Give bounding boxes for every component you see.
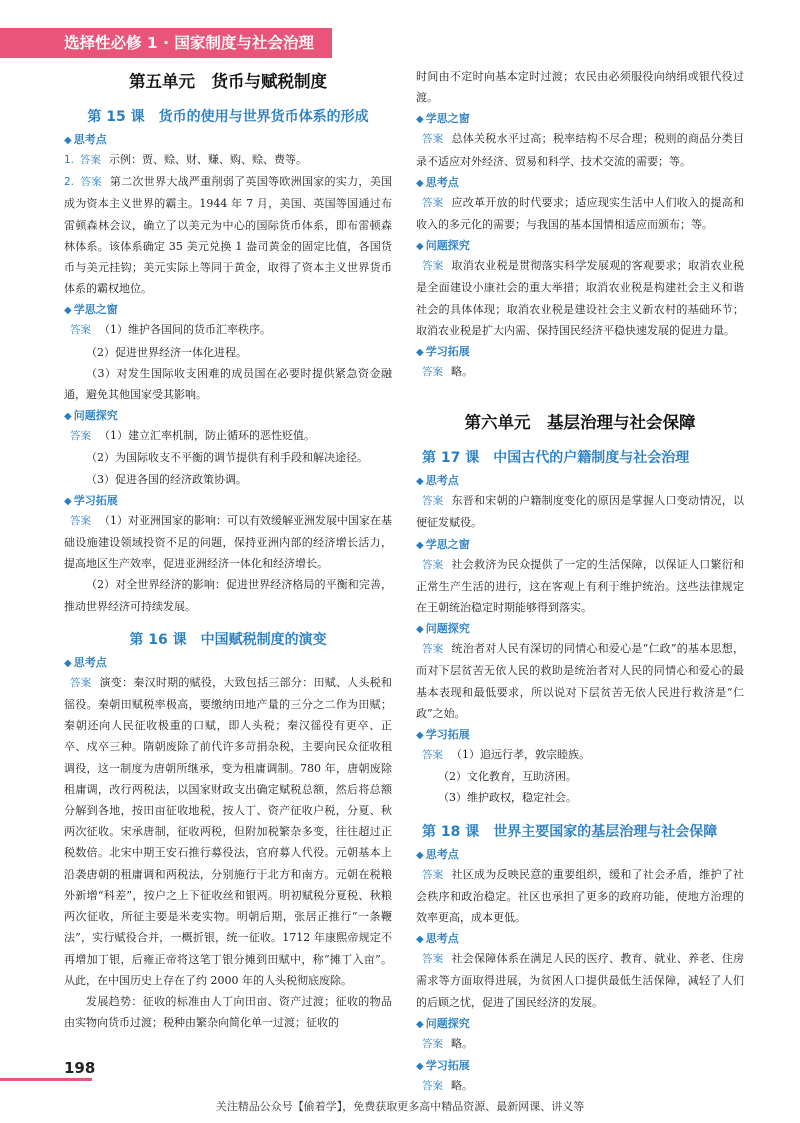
answer-paragraph: 答案 取消农业税是贯彻落实科学发展观的客观要求；取消农业税是全面建设小康社会的重大举措；取消农业税是构建社会主义和谐社会的具体体现；取消农业税是建设社会主义新农村的基础环节；取消农业税是扩大内需、保持国民经济平稳快速发展的促进力量。 — [416, 259, 745, 337]
answer-item: （3）促进各国的经济政策协调。 — [86, 472, 247, 486]
answer-tag: 答案 — [80, 154, 102, 166]
answer-tag: 答案 — [422, 1080, 443, 1093]
lesson18-title: 第 18 课 世界主要国家的基层治理与社会保障 — [422, 823, 718, 840]
page-number-underline — [0, 1078, 92, 1081]
diamond-icon: ◆ — [64, 657, 72, 669]
answer-tag: 答案 — [70, 676, 92, 689]
answer-paragraph: 答案 社会保障体系在满足人民的医疗、教育、就业、养老、住房需求等方面取得进展，为贫困人口提供最低生活保障，减轻了人们的后顾之忧，促进了国民经济的发展。 — [416, 952, 745, 1009]
diamond-icon: ◆ — [64, 135, 72, 146]
page-number: 198 — [64, 1059, 96, 1077]
answer-item: （2）促进世界经济一体化进程。 — [86, 345, 247, 359]
unit5-title: 第五单元 货币与赋税制度 — [129, 72, 327, 91]
answer-tag: 答案 — [422, 749, 443, 762]
diamond-icon: ◆ — [416, 849, 424, 861]
answer-paragraph: 答案 应改革开放的时代要求；适应现实生活中人们收入的提高和收入的多元化的需要；与我国的基本国情相适应而颁布；等。 — [416, 195, 745, 232]
answer-paragraph: 答案 （1）追远行孝，敦宗睦族。 — [422, 748, 590, 762]
answer-tag: 答案 — [422, 1037, 443, 1050]
section-label-tuozhan: ◆ 学习拓展 — [64, 493, 118, 507]
answer-paragraph: 答案 略。 — [422, 1036, 473, 1050]
answer-paragraph: 答案 略。 — [422, 1079, 473, 1093]
diamond-icon: ◆ — [416, 1061, 424, 1073]
diamond-icon: ◆ — [64, 305, 72, 317]
lesson15-title: 第 15 课 货币的使用与世界货币体系的形成 — [87, 109, 369, 125]
answer-tag: 答案 — [70, 430, 91, 443]
diamond-icon: ◆ — [416, 476, 424, 488]
answer-paragraph: 答案 （1）对亚洲国家的影响：可以有效缓解亚洲发展中国家在基础设施建设领域投资不足的问题，保持亚洲内部的经济增长活力，提高地区生产效率，促进亚洲经济一体化和经济增长。 — [64, 513, 392, 571]
answer-tag: 答案 — [422, 558, 444, 571]
answer-tag: 答案 — [422, 953, 444, 966]
section-label-sikaodian: ◆ 思考点 — [64, 655, 107, 669]
section-label-sikaodian: ◆ 思考点 — [64, 133, 107, 146]
section-label-wenti: ◆ 问题探究 — [416, 1016, 470, 1030]
section-label-wenti: ◆ 问题探究 — [416, 239, 470, 253]
answer-paragraph: 答案 略。 — [422, 365, 473, 379]
section-label-xuesi: ◆ 学思之窗 — [416, 112, 470, 126]
diamond-icon: ◆ — [416, 241, 424, 253]
answer-paragraph: 答案 （1）维护各国间的货币汇率秩序。 — [70, 323, 271, 337]
diamond-icon: ◆ — [416, 114, 424, 126]
answer-paragraph: 答案 社区成为反映民意的重要组织，缓和了社会矛盾，维护了社会秩序和政治稳定。社区也承担了更多的政府功能，使地方治理的效率更高，成本更低。 — [416, 867, 745, 925]
left-column — [64, 66, 392, 1033]
answer-paragraph: 答案 东晋和宋朝的户籍制度变化的原因是掌握人口变动情况，以便征发赋役。 — [416, 494, 745, 530]
answer-item: （3）维护政权，稳定社会。 — [438, 791, 577, 805]
continued-paragraph: 时间由不定时向基本定时过渡；农民由必须服役向纳绢或银代役过渡。 — [416, 70, 744, 105]
section-label-xuesi: ◆ 学思之窗 — [416, 537, 470, 551]
right-column — [416, 66, 744, 1097]
section-label-xuesi: ◆ 学思之窗 — [64, 303, 118, 317]
section-label-sikaodian: ◆ 思考点 — [416, 175, 459, 189]
answer-tag: 答案 — [422, 133, 444, 146]
answer-tag: 答案 — [422, 868, 444, 881]
answer-tag: 答案 — [70, 514, 91, 527]
answer-paragraph: 答案 （1）建立汇率机制，防止循环的恶性贬值。 — [70, 429, 315, 443]
section-label-sikaodian: ◆ 思考点 — [416, 474, 459, 488]
header-banner: 选择性必修 1 · 国家制度与社会治理 — [0, 28, 332, 58]
section-label-tuozhan: ◆ 学习拓展 — [416, 1059, 470, 1073]
section-label-wenti: ◆ 问题探究 — [64, 409, 118, 423]
diamond-icon: ◆ — [416, 624, 424, 636]
diamond-icon: ◆ — [416, 934, 424, 946]
answer-paragraph: 答案 总体关税水平过高；税率结构不尽合理；税则的商品分类目录不适应对外经济、贸易和科学、技术交流的需要；等。 — [416, 132, 745, 168]
answer-tag: 答案 — [422, 366, 443, 379]
answer-item: （2）为国际收支不平衡的调节提供有利手段和解决途径。 — [86, 451, 368, 465]
answer-tag: 答案 — [422, 260, 444, 273]
answer-tag: 答案 — [80, 176, 102, 189]
diamond-icon: ◆ — [416, 730, 424, 742]
answer-paragraph: 答案 统治者对人民有深切的同情心和爱心是“仁政”的基本思想，而对下层贫苦无依人民的救助是统治者对人民的同情心和爱心的最基本表现和最低要求，所以说对下层贫苦无依人民进行救济是“仁政”之始。 — [416, 642, 744, 720]
answer-paragraph: 发展趋势：征收的标准由人丁向田亩、资产过渡；征收的物品由实物向货币过渡；税种由繁杂向简化单一过渡；征收的 — [64, 994, 392, 1030]
answer-tag: 答案 — [422, 495, 444, 508]
section-label-wenti: ◆ 问题探究 — [416, 622, 470, 636]
section-label-tuozhan: ◆ 学习拓展 — [416, 345, 470, 359]
answer-paragraph: 答案 社会救济为民众提供了一定的生活保障，以保证人口繁衍和正常生产生活的进行，这在客观上有利于维护统治。这些法律规定在王朝统治稳定时期能够得到落实。 — [416, 557, 745, 615]
diamond-icon: ◆ — [416, 177, 424, 189]
lesson16-title: 第 16 课 中国赋税制度的演变 — [129, 631, 327, 648]
diamond-icon: ◆ — [416, 539, 424, 551]
answer-tag: 答案 — [422, 643, 444, 656]
section-label-tuozhan: ◆ 学习拓展 — [416, 728, 470, 742]
lesson17-title: 第 17 课 中国古代的户籍制度与社会治理 — [422, 450, 690, 467]
footer-note: 关注精品公众号【偷着学】，免费获取更多高中精品资源、最新网课、讲义等 — [215, 1100, 585, 1113]
unit6-title: 第六单元 基层治理与社会保障 — [464, 413, 696, 433]
diamond-icon: ◆ — [64, 411, 72, 423]
answer-item: （2）文化教育，互助济困。 — [438, 770, 577, 784]
answer-paragraph: 答案 演变：秦汉时期的赋役，大致包括三部分：田赋、人头税和徭役。秦朝田赋税率极高，要缴纳田地产量的三分之二作为田赋；秦朝还向人民征收极重的口赋，即人头税；秦汉徭役有更卒、正卒、戍卒三种。隋朝废除了前代许多苛捐杂税，主要向民众征收租调役，这一制度为唐朝所继承，变为租庸调制。780 年，唐朝废除租庸调，改行两税法，以国家财政支出确定赋税总额，然后将总额分解到各地，按田亩征收地税，按人丁、资产征收户税，分夏、秋两次征收。宋承唐制，征收两税，但附加税繁杂多变，往往超过正税数倍。北宋中期王安石推行募役法，官府募人代役。元朝基本上沿袭唐朝的租庸调和两税法，分别施行于北方和南方。元朝在税粮外新增“科差”，按户之上下征收丝和银两。明初赋税分夏税、秋粮两次征收，所征主要是米麦实物。明朝后期，张居正推行“一条鞭法”，实行赋役合并，一概折银，统一征收。1712 年康熙帝规定不再增加丁银，后雍正帝将这笔丁银分摊到田赋中，称“摊丁入亩”。从此，在中国历史上存在了约 2000 年的人头税彻底废除。 — [64, 675, 393, 987]
answer-tag: 答案 — [422, 196, 444, 209]
answer-paragraph: 2. 答案 第二次世界大战严重削弱了英国等欧洲国家的实力，美国成为资本主义世界的霸主。1944 年 7 月，美国、英国等国通过布雷顿森林会议，确立了以美元为中心的国际货币体系，即布雷顿森林体系。该体系确定 35 美元兑换 1 盎司黄金的固定比值，各国货币与美元挂钩；美元实际上等同于黄金，取得了资本主义世界货币体系的霸权地位。 — [64, 175, 393, 296]
diamond-icon: ◆ — [64, 495, 72, 507]
answer-item: （3）对发生国际收支困难的成员国在必要时提供紧急资金融通，避免其他国家受其影响。 — [64, 366, 392, 402]
answer-tag: 答案 — [70, 324, 91, 337]
section-label-sikaodian: ◆ 思考点 — [416, 847, 459, 861]
diamond-icon: ◆ — [416, 347, 424, 359]
diamond-icon: ◆ — [416, 1018, 424, 1030]
answer-paragraph: 1. 答案 示例：贾、赊、财、赚、购、赊、费等。 — [64, 153, 308, 166]
section-label-sikaodian: ◆ 思考点 — [416, 932, 459, 946]
answer-item: （2）对全世界经济的影响：促进世界经济格局的平衡和完善，推动世界经济可持续发展。 — [64, 578, 392, 613]
